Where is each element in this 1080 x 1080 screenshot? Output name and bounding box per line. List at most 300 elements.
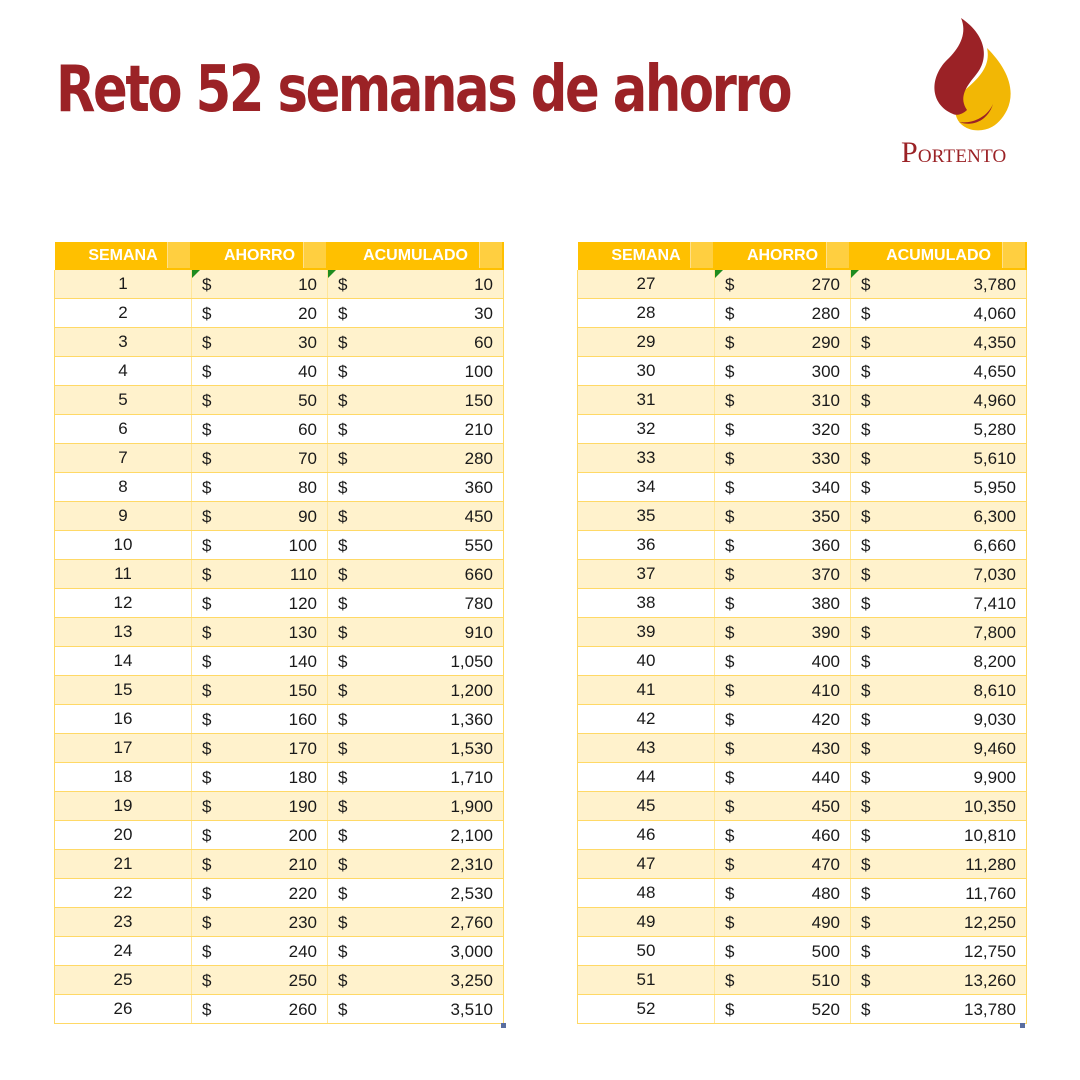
filter-dropdown-icon[interactable] bbox=[1002, 242, 1025, 268]
table-row bbox=[55, 792, 504, 821]
cell-ahorro[interactable] bbox=[192, 821, 328, 850]
cell-acumulado[interactable] bbox=[328, 270, 504, 299]
cell-ahorro[interactable] bbox=[192, 328, 328, 357]
semana-value: 46 bbox=[636, 825, 656, 844]
cell-acumulado[interactable] bbox=[328, 734, 504, 763]
cell-acumulado[interactable] bbox=[851, 908, 1027, 937]
cell-acumulado[interactable] bbox=[851, 763, 1027, 792]
cell-ahorro[interactable] bbox=[715, 763, 851, 792]
cell-acumulado[interactable] bbox=[328, 676, 504, 705]
semana-value: 47 bbox=[636, 854, 656, 873]
table-row bbox=[55, 879, 504, 908]
currency-symbol: $ bbox=[725, 913, 735, 932]
cell-acumulado[interactable] bbox=[851, 386, 1027, 415]
cell-semana[interactable] bbox=[55, 763, 192, 792]
cell-ahorro[interactable] bbox=[192, 299, 328, 328]
cell-semana[interactable] bbox=[55, 270, 192, 299]
cell-acumulado[interactable] bbox=[328, 560, 504, 589]
cell-ahorro[interactable] bbox=[715, 299, 851, 328]
acumulado-value: 7,800 bbox=[973, 623, 1016, 642]
acumulado-value: 7,410 bbox=[973, 594, 1016, 613]
cell-acumulado[interactable] bbox=[328, 879, 504, 908]
acumulado-value: 1,710 bbox=[450, 768, 493, 787]
cell-ahorro[interactable] bbox=[715, 444, 851, 473]
currency-symbol: $ bbox=[202, 768, 212, 787]
currency-symbol: $ bbox=[861, 304, 871, 323]
currency-symbol: $ bbox=[725, 681, 735, 700]
currency-symbol: $ bbox=[861, 478, 871, 497]
cell-acumulado[interactable] bbox=[851, 473, 1027, 502]
cell-acumulado[interactable] bbox=[851, 647, 1027, 676]
filter-dropdown-icon[interactable] bbox=[167, 242, 190, 268]
ahorro-value: 10 bbox=[298, 275, 317, 294]
cell-semana[interactable] bbox=[578, 850, 715, 879]
acumulado-value: 5,950 bbox=[973, 478, 1016, 497]
cell-ahorro[interactable] bbox=[192, 908, 328, 937]
acumulado-value: 13,780 bbox=[964, 1000, 1016, 1019]
cell-ahorro[interactable] bbox=[192, 618, 328, 647]
table-row bbox=[55, 850, 504, 879]
cell-semana[interactable] bbox=[578, 444, 715, 473]
cell-acumulado[interactable] bbox=[328, 618, 504, 647]
currency-symbol: $ bbox=[202, 739, 212, 758]
cell-acumulado[interactable] bbox=[328, 299, 504, 328]
cell-acumulado[interactable] bbox=[328, 415, 504, 444]
cell-acumulado[interactable] bbox=[851, 531, 1027, 560]
ahorro-value: 310 bbox=[811, 391, 840, 410]
cell-ahorro[interactable] bbox=[715, 560, 851, 589]
cell-semana[interactable] bbox=[55, 386, 192, 415]
table-row bbox=[578, 821, 1027, 850]
cell-acumulado[interactable] bbox=[851, 270, 1027, 299]
header-semana[interactable]: SEMANA bbox=[55, 242, 192, 270]
currency-symbol: $ bbox=[338, 768, 348, 787]
ahorro-value: 230 bbox=[288, 913, 317, 932]
cell-ahorro[interactable] bbox=[192, 763, 328, 792]
currency-symbol: $ bbox=[338, 333, 348, 352]
cell-acumulado[interactable] bbox=[851, 850, 1027, 879]
currency-symbol: $ bbox=[861, 971, 871, 990]
currency-symbol: $ bbox=[861, 507, 871, 526]
cell-semana[interactable] bbox=[578, 357, 715, 386]
currency-symbol: $ bbox=[202, 913, 212, 932]
semana-value: 7 bbox=[118, 448, 128, 467]
table-row bbox=[55, 618, 504, 647]
cell-ahorro[interactable] bbox=[192, 734, 328, 763]
cell-semana[interactable] bbox=[55, 937, 192, 966]
cell-ahorro[interactable] bbox=[715, 589, 851, 618]
acumulado-value: 8,610 bbox=[973, 681, 1016, 700]
cell-acumulado[interactable] bbox=[851, 589, 1027, 618]
ahorro-value: 520 bbox=[811, 1000, 840, 1019]
ahorro-value: 510 bbox=[811, 971, 840, 990]
cell-semana[interactable] bbox=[578, 763, 715, 792]
semana-value: 18 bbox=[113, 767, 133, 786]
cell-semana[interactable] bbox=[578, 589, 715, 618]
cell-ahorro[interactable] bbox=[715, 415, 851, 444]
cell-acumulado[interactable] bbox=[328, 647, 504, 676]
semana-value: 32 bbox=[636, 419, 656, 438]
currency-symbol: $ bbox=[725, 884, 735, 903]
cell-ahorro[interactable] bbox=[192, 850, 328, 879]
table-row bbox=[55, 966, 504, 995]
table-row bbox=[55, 357, 504, 386]
cell-semana[interactable] bbox=[578, 966, 715, 995]
ahorro-value: 420 bbox=[811, 710, 840, 729]
header-ahorro[interactable]: AHORRO bbox=[192, 242, 328, 270]
cell-semana[interactable] bbox=[55, 531, 192, 560]
cell-ahorro[interactable] bbox=[715, 647, 851, 676]
cell-semana[interactable] bbox=[578, 473, 715, 502]
cell-ahorro[interactable] bbox=[192, 705, 328, 734]
cell-acumulado[interactable] bbox=[851, 734, 1027, 763]
cell-ahorro[interactable] bbox=[715, 328, 851, 357]
cell-semana[interactable] bbox=[578, 299, 715, 328]
cell-ahorro[interactable] bbox=[715, 850, 851, 879]
currency-symbol: $ bbox=[338, 391, 348, 410]
acumulado-value: 13,260 bbox=[964, 971, 1016, 990]
cell-acumulado[interactable] bbox=[328, 502, 504, 531]
cell-ahorro[interactable] bbox=[715, 386, 851, 415]
cell-ahorro[interactable] bbox=[192, 444, 328, 473]
cell-semana[interactable] bbox=[578, 618, 715, 647]
cell-semana[interactable] bbox=[55, 502, 192, 531]
semana-value: 22 bbox=[113, 883, 133, 902]
currency-symbol: $ bbox=[338, 304, 348, 323]
cell-semana[interactable] bbox=[55, 705, 192, 734]
cell-semana[interactable] bbox=[578, 821, 715, 850]
ahorro-value: 270 bbox=[811, 275, 840, 294]
cell-ahorro[interactable] bbox=[192, 995, 328, 1024]
cell-semana[interactable] bbox=[55, 328, 192, 357]
currency-symbol: $ bbox=[725, 304, 735, 323]
cell-semana[interactable] bbox=[55, 792, 192, 821]
ahorro-value: 220 bbox=[288, 884, 317, 903]
cell-ahorro[interactable] bbox=[192, 560, 328, 589]
acumulado-value: 4,060 bbox=[973, 304, 1016, 323]
ahorro-value: 350 bbox=[811, 507, 840, 526]
acumulado-value: 4,960 bbox=[973, 391, 1016, 410]
semana-value: 48 bbox=[636, 883, 656, 902]
cell-semana[interactable] bbox=[55, 879, 192, 908]
header-acumulado[interactable]: ACUMULADO bbox=[851, 242, 1027, 270]
ahorro-value: 160 bbox=[288, 710, 317, 729]
table-row bbox=[55, 270, 504, 299]
filter-dropdown-icon[interactable] bbox=[303, 242, 326, 268]
semana-value: 40 bbox=[636, 651, 656, 670]
cell-semana[interactable] bbox=[55, 821, 192, 850]
cell-ahorro[interactable] bbox=[715, 676, 851, 705]
cell-acumulado[interactable] bbox=[328, 908, 504, 937]
table-row bbox=[578, 531, 1027, 560]
cell-ahorro[interactable] bbox=[715, 531, 851, 560]
cell-semana[interactable] bbox=[55, 560, 192, 589]
acumulado-value: 8,200 bbox=[973, 652, 1016, 671]
cell-ahorro[interactable] bbox=[192, 937, 328, 966]
cell-acumulado[interactable] bbox=[851, 560, 1027, 589]
cell-semana[interactable] bbox=[55, 908, 192, 937]
cell-acumulado[interactable] bbox=[328, 473, 504, 502]
table-row bbox=[578, 589, 1027, 618]
ahorro-value: 210 bbox=[288, 855, 317, 874]
cell-acumulado[interactable] bbox=[328, 444, 504, 473]
cell-acumulado[interactable] bbox=[328, 821, 504, 850]
cell-acumulado[interactable] bbox=[328, 328, 504, 357]
acumulado-value: 2,100 bbox=[450, 826, 493, 845]
currency-symbol: $ bbox=[338, 739, 348, 758]
semana-value: 41 bbox=[636, 680, 656, 699]
cell-semana[interactable] bbox=[578, 328, 715, 357]
table-resize-handle[interactable] bbox=[1020, 1023, 1025, 1028]
cell-ahorro[interactable] bbox=[715, 502, 851, 531]
cell-acumulado[interactable] bbox=[328, 792, 504, 821]
currency-symbol: $ bbox=[725, 391, 735, 410]
cell-ahorro[interactable] bbox=[715, 270, 851, 299]
header-semana[interactable]: SEMANA bbox=[578, 242, 715, 270]
currency-symbol: $ bbox=[725, 942, 735, 961]
cell-acumulado[interactable] bbox=[328, 705, 504, 734]
cell-semana[interactable] bbox=[578, 531, 715, 560]
cell-acumulado[interactable] bbox=[328, 966, 504, 995]
currency-symbol: $ bbox=[338, 913, 348, 932]
acumulado-value: 3,250 bbox=[450, 971, 493, 990]
semana-value: 20 bbox=[113, 825, 133, 844]
filter-dropdown-icon[interactable] bbox=[826, 242, 849, 268]
currency-symbol: $ bbox=[338, 420, 348, 439]
cell-ahorro[interactable] bbox=[715, 879, 851, 908]
cell-semana[interactable] bbox=[578, 502, 715, 531]
ahorro-value: 440 bbox=[811, 768, 840, 787]
cell-semana[interactable] bbox=[55, 473, 192, 502]
currency-symbol: $ bbox=[338, 971, 348, 990]
currency-symbol: $ bbox=[202, 1000, 212, 1019]
currency-symbol: $ bbox=[861, 855, 871, 874]
cell-acumulado[interactable] bbox=[851, 618, 1027, 647]
acumulado-value: 1,530 bbox=[450, 739, 493, 758]
cell-acumulado[interactable] bbox=[851, 879, 1027, 908]
cell-ahorro[interactable] bbox=[192, 357, 328, 386]
currency-symbol: $ bbox=[338, 826, 348, 845]
cell-acumulado[interactable] bbox=[851, 328, 1027, 357]
currency-symbol: $ bbox=[861, 913, 871, 932]
cell-semana[interactable] bbox=[55, 357, 192, 386]
ahorro-value: 460 bbox=[811, 826, 840, 845]
semana-value: 43 bbox=[636, 738, 656, 757]
table-row bbox=[55, 734, 504, 763]
table-row bbox=[55, 531, 504, 560]
table-row bbox=[55, 386, 504, 415]
cell-ahorro[interactable] bbox=[715, 357, 851, 386]
acumulado-value: 6,300 bbox=[973, 507, 1016, 526]
cell-acumulado[interactable] bbox=[851, 299, 1027, 328]
cell-acumulado[interactable] bbox=[851, 444, 1027, 473]
semana-value: 35 bbox=[636, 506, 656, 525]
currency-symbol: $ bbox=[202, 391, 212, 410]
cell-ahorro[interactable] bbox=[192, 879, 328, 908]
cell-semana[interactable] bbox=[578, 908, 715, 937]
cell-semana[interactable] bbox=[55, 966, 192, 995]
cell-semana[interactable] bbox=[55, 618, 192, 647]
cell-semana[interactable] bbox=[55, 676, 192, 705]
table-resize-handle[interactable] bbox=[501, 1023, 506, 1028]
cell-ahorro[interactable] bbox=[192, 502, 328, 531]
cell-ahorro[interactable] bbox=[192, 473, 328, 502]
cell-acumulado[interactable] bbox=[851, 995, 1027, 1024]
currency-symbol: $ bbox=[725, 536, 735, 555]
cell-semana[interactable] bbox=[578, 879, 715, 908]
table-row bbox=[578, 560, 1027, 589]
cell-acumulado[interactable] bbox=[851, 937, 1027, 966]
cell-ahorro[interactable] bbox=[715, 821, 851, 850]
semana-value: 49 bbox=[636, 912, 656, 931]
acumulado-value: 12,250 bbox=[964, 913, 1016, 932]
acumulado-value: 100 bbox=[464, 362, 493, 381]
cell-acumulado[interactable] bbox=[328, 357, 504, 386]
currency-symbol: $ bbox=[338, 362, 348, 381]
error-indicator-icon bbox=[328, 270, 336, 278]
semana-value: 13 bbox=[113, 622, 133, 641]
table-row bbox=[578, 763, 1027, 792]
acumulado-value: 3,780 bbox=[973, 275, 1016, 294]
cell-semana[interactable] bbox=[55, 995, 192, 1024]
table-row bbox=[55, 502, 504, 531]
table-row bbox=[578, 850, 1027, 879]
ahorro-value: 410 bbox=[811, 681, 840, 700]
error-indicator-icon bbox=[192, 270, 200, 278]
cell-acumulado[interactable] bbox=[851, 821, 1027, 850]
semana-value: 6 bbox=[118, 419, 128, 438]
cell-semana[interactable] bbox=[578, 270, 715, 299]
cell-ahorro[interactable] bbox=[192, 647, 328, 676]
cell-semana[interactable] bbox=[55, 589, 192, 618]
currency-symbol: $ bbox=[861, 391, 871, 410]
cell-semana[interactable] bbox=[578, 705, 715, 734]
cell-acumulado[interactable] bbox=[851, 792, 1027, 821]
cell-ahorro[interactable] bbox=[715, 792, 851, 821]
cell-semana[interactable] bbox=[578, 676, 715, 705]
cell-semana[interactable] bbox=[55, 647, 192, 676]
currency-symbol: $ bbox=[725, 1000, 735, 1019]
currency-symbol: $ bbox=[861, 681, 871, 700]
cell-semana[interactable] bbox=[578, 995, 715, 1024]
ahorro-value: 480 bbox=[811, 884, 840, 903]
cell-ahorro[interactable] bbox=[192, 415, 328, 444]
cell-semana[interactable] bbox=[578, 560, 715, 589]
cell-ahorro[interactable] bbox=[192, 676, 328, 705]
cell-ahorro[interactable] bbox=[192, 589, 328, 618]
currency-symbol: $ bbox=[725, 507, 735, 526]
header-acumulado[interactable]: ACUMULADO bbox=[328, 242, 504, 270]
filter-dropdown-icon[interactable] bbox=[479, 242, 502, 268]
cell-ahorro[interactable] bbox=[715, 618, 851, 647]
cell-semana[interactable] bbox=[578, 937, 715, 966]
currency-symbol: $ bbox=[861, 942, 871, 961]
cell-semana[interactable] bbox=[55, 415, 192, 444]
semana-value: 8 bbox=[118, 477, 128, 496]
currency-symbol: $ bbox=[202, 971, 212, 990]
currency-symbol: $ bbox=[861, 420, 871, 439]
semana-value: 34 bbox=[636, 477, 656, 496]
cell-acumulado[interactable] bbox=[328, 995, 504, 1024]
acumulado-value: 2,530 bbox=[450, 884, 493, 903]
cell-ahorro[interactable] bbox=[192, 531, 328, 560]
cell-semana[interactable] bbox=[55, 734, 192, 763]
filter-dropdown-icon[interactable] bbox=[690, 242, 713, 268]
currency-symbol: $ bbox=[861, 826, 871, 845]
table-row bbox=[578, 270, 1027, 299]
cell-ahorro[interactable] bbox=[192, 270, 328, 299]
currency-symbol: $ bbox=[338, 1000, 348, 1019]
table-row bbox=[578, 908, 1027, 937]
cell-ahorro[interactable] bbox=[715, 995, 851, 1024]
ahorro-value: 320 bbox=[811, 420, 840, 439]
table-row bbox=[578, 647, 1027, 676]
currency-symbol: $ bbox=[338, 884, 348, 903]
cell-acumulado[interactable] bbox=[328, 589, 504, 618]
currency-symbol: $ bbox=[202, 942, 212, 961]
cell-ahorro[interactable] bbox=[715, 705, 851, 734]
cell-semana[interactable] bbox=[578, 386, 715, 415]
table-row bbox=[578, 386, 1027, 415]
cell-semana[interactable] bbox=[578, 647, 715, 676]
currency-symbol: $ bbox=[725, 739, 735, 758]
cell-ahorro[interactable] bbox=[715, 908, 851, 937]
currency-symbol: $ bbox=[202, 623, 212, 642]
cell-acumulado[interactable] bbox=[851, 676, 1027, 705]
ahorro-value: 30 bbox=[298, 333, 317, 352]
cell-semana[interactable] bbox=[55, 444, 192, 473]
cell-acumulado[interactable] bbox=[851, 705, 1027, 734]
table-row bbox=[578, 879, 1027, 908]
currency-symbol: $ bbox=[861, 275, 871, 294]
cell-semana[interactable] bbox=[578, 792, 715, 821]
ahorro-value: 260 bbox=[288, 1000, 317, 1019]
error-indicator-icon bbox=[851, 270, 859, 278]
semana-value: 16 bbox=[113, 709, 133, 728]
cell-semana[interactable] bbox=[55, 850, 192, 879]
table-row bbox=[55, 995, 504, 1024]
cell-ahorro[interactable] bbox=[715, 473, 851, 502]
table-row bbox=[55, 444, 504, 473]
cell-ahorro[interactable] bbox=[192, 386, 328, 415]
acumulado-value: 150 bbox=[464, 391, 493, 410]
cell-acumulado[interactable] bbox=[851, 966, 1027, 995]
cell-semana[interactable] bbox=[55, 299, 192, 328]
cell-acumulado[interactable] bbox=[851, 415, 1027, 444]
cell-ahorro[interactable] bbox=[715, 937, 851, 966]
cell-acumulado[interactable] bbox=[328, 763, 504, 792]
cell-ahorro[interactable] bbox=[192, 792, 328, 821]
cell-semana[interactable] bbox=[578, 734, 715, 763]
cell-ahorro[interactable] bbox=[192, 966, 328, 995]
currency-symbol: $ bbox=[861, 362, 871, 381]
cell-acumulado[interactable] bbox=[328, 937, 504, 966]
acumulado-value: 60 bbox=[474, 333, 493, 352]
currency-symbol: $ bbox=[338, 536, 348, 555]
cell-acumulado[interactable] bbox=[851, 357, 1027, 386]
header-ahorro[interactable]: AHORRO bbox=[715, 242, 851, 270]
cell-semana[interactable] bbox=[578, 415, 715, 444]
table-row bbox=[578, 995, 1027, 1024]
cell-ahorro[interactable] bbox=[715, 966, 851, 995]
cell-acumulado[interactable] bbox=[328, 386, 504, 415]
cell-acumulado[interactable] bbox=[851, 502, 1027, 531]
currency-symbol: $ bbox=[861, 565, 871, 584]
cell-acumulado[interactable] bbox=[328, 850, 504, 879]
currency-symbol: $ bbox=[861, 333, 871, 352]
cell-acumulado[interactable] bbox=[328, 531, 504, 560]
cell-ahorro[interactable] bbox=[715, 734, 851, 763]
